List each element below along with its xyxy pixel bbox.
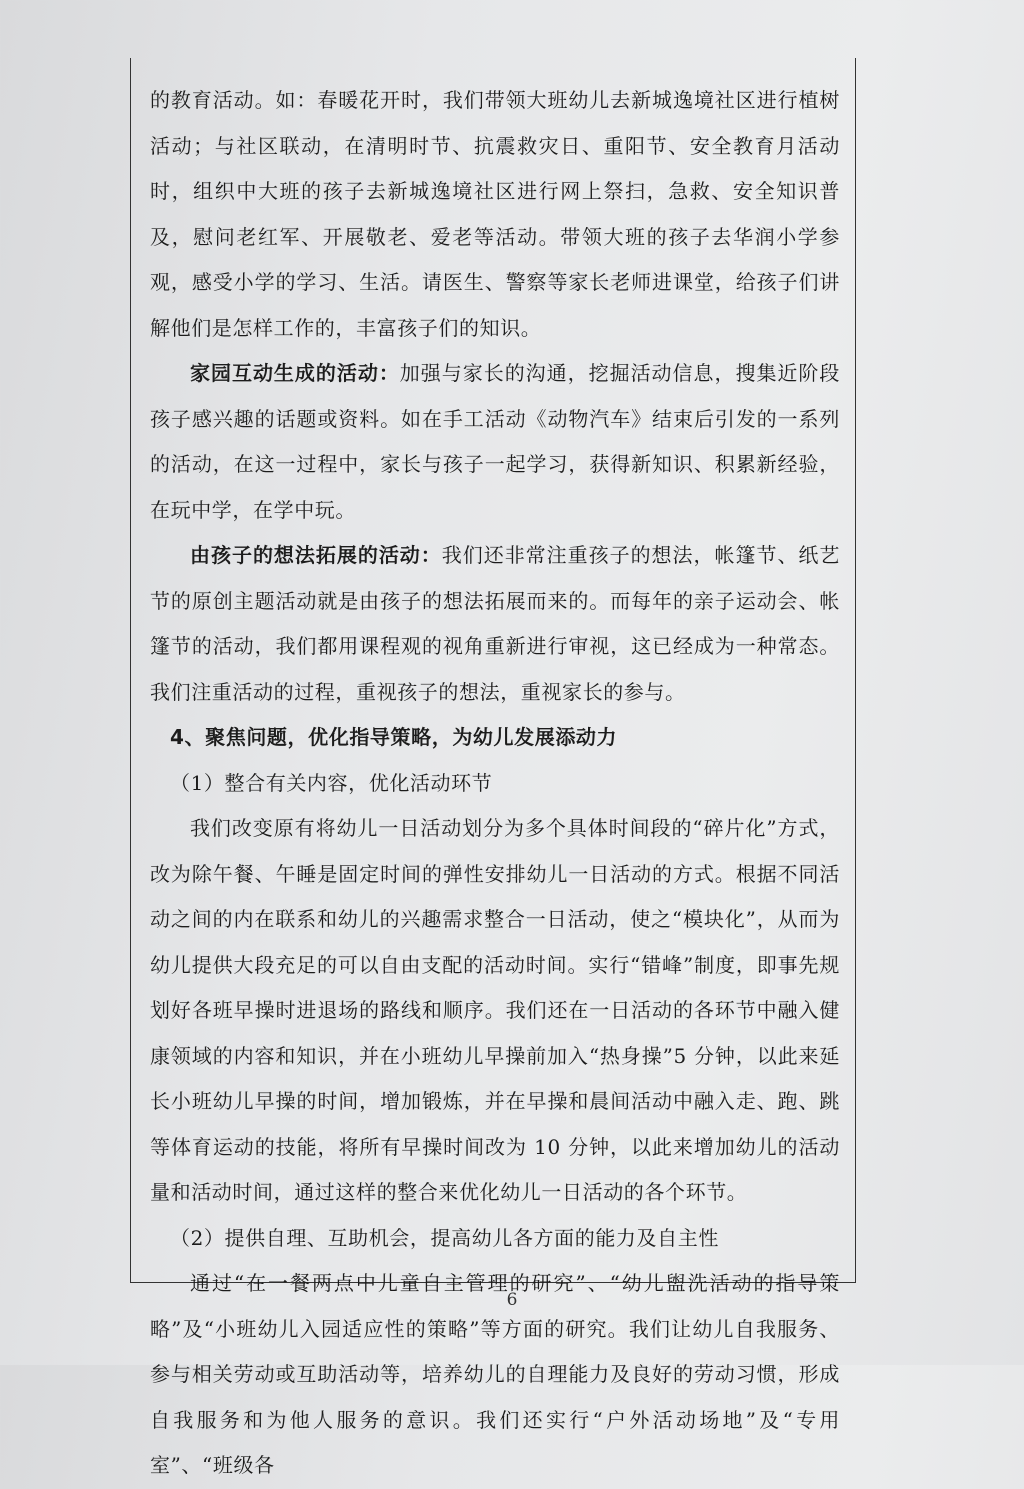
paragraph-text: 我们改变原有将幼儿一日活动划分为多个具体时间段的“碎片化”方式，改为除午餐、午睡是固定时间的弹性安排幼儿一日活动的方式。根据不同活动之间的内在联系和幼儿的兴趣需求整合一日活动，使之“模块化”，从而为幼儿提供大段充足的可以自由支配的活动时间。实行“错峰”制度，即事先规划好各班早操时进退场的路线和顺序。我们还在一日活动的各环节中融入健康领域的内容和知识，并在小班幼儿早操前加入“热身操”5 分钟，以此来延长小班幼儿早操的时间，增加锻炼，并在早操和晨间活动中融入走、跑、跳等体育运动的技能，将所有早操时间改为 10 分钟，以此来增加幼儿的活动量和活动时间，通过这样的整合来优化幼儿一日活动的各个环节。	[150, 816, 840, 1204]
page-number: 6	[506, 1290, 518, 1310]
paragraph-community-activities	[150, 78, 840, 351]
subheading-2	[150, 1216, 840, 1262]
paragraph-text: 的教育活动。如：春暖花开时，我们带领大班幼儿去新城逸境社区进行植树活动；与社区联动，在清明时节、抗震救灾日、重阳节、安全教育月活动时，组织中大班的孩子去新城逸境社区进行网上祭扫，急救、安全知识普及，慰问老红军、开展敬老、爱老等活动。带领大班的孩子去华润小学参观，感受小学的学习、生活。请医生、警察等家长老师进课堂，给孩子们讲解他们是怎样工作的，丰富孩子们的知识。	[150, 88, 840, 340]
paragraph-text: 我们还非常注重孩子的想法，帐篷节、纸艺节的原创主题活动就是由孩子的想法拓展而来的。而每年的亲子运动会、帐篷节的活动，我们都用课程观的视角重新进行审视，这已经成为一种常态。我们注重活动的过程，重视孩子的想法，重视家长的参与。	[150, 543, 840, 704]
section-heading-4	[150, 715, 840, 761]
paragraph-text: 加强与家长的沟通，挖掘活动信息，搜集近阶段孩子感兴趣的话题或资料。如在手工活动《动物汽车》结束后引发的一系列的活动，在这一过程中，家长与孩子一起学习，获得新知识、积累新经验，在玩中学，在学中玩。	[150, 361, 840, 522]
heading-text: 4、聚焦问题，优化指导策略，为幼儿发展添动力	[170, 725, 618, 749]
paragraph-integrate-daily-activities	[150, 806, 840, 1216]
subheading-1	[150, 761, 840, 807]
paragraph-home-school-interaction	[150, 351, 840, 533]
document-body	[150, 78, 840, 1489]
paragraph-child-ideas-activities	[150, 533, 840, 715]
subheading-text: （1）整合有关内容，优化活动环节	[170, 770, 493, 795]
paragraph-text: 通过“在一餐两点中儿童自主管理的研究”、“幼儿盥洗活动的指导策略”及“小班幼儿入园适应性的策略”等方面的研究。我们让幼儿自我服务、参与相关劳动或互助活动等，培养幼儿的自理能力及良好的劳动习惯，形成自我服务和为他人服务的意识。我们还实行“户外活动场地”及“专用室”、“班级各	[150, 1271, 840, 1477]
paragraph-lead-bold: 由孩子的想法拓展的活动：	[190, 543, 442, 567]
subheading-text: （2）提供自理、互助机会，提高幼儿各方面的能力及自主性	[170, 1225, 719, 1250]
paragraph-lead-bold: 家园互动生成的活动：	[190, 361, 400, 385]
